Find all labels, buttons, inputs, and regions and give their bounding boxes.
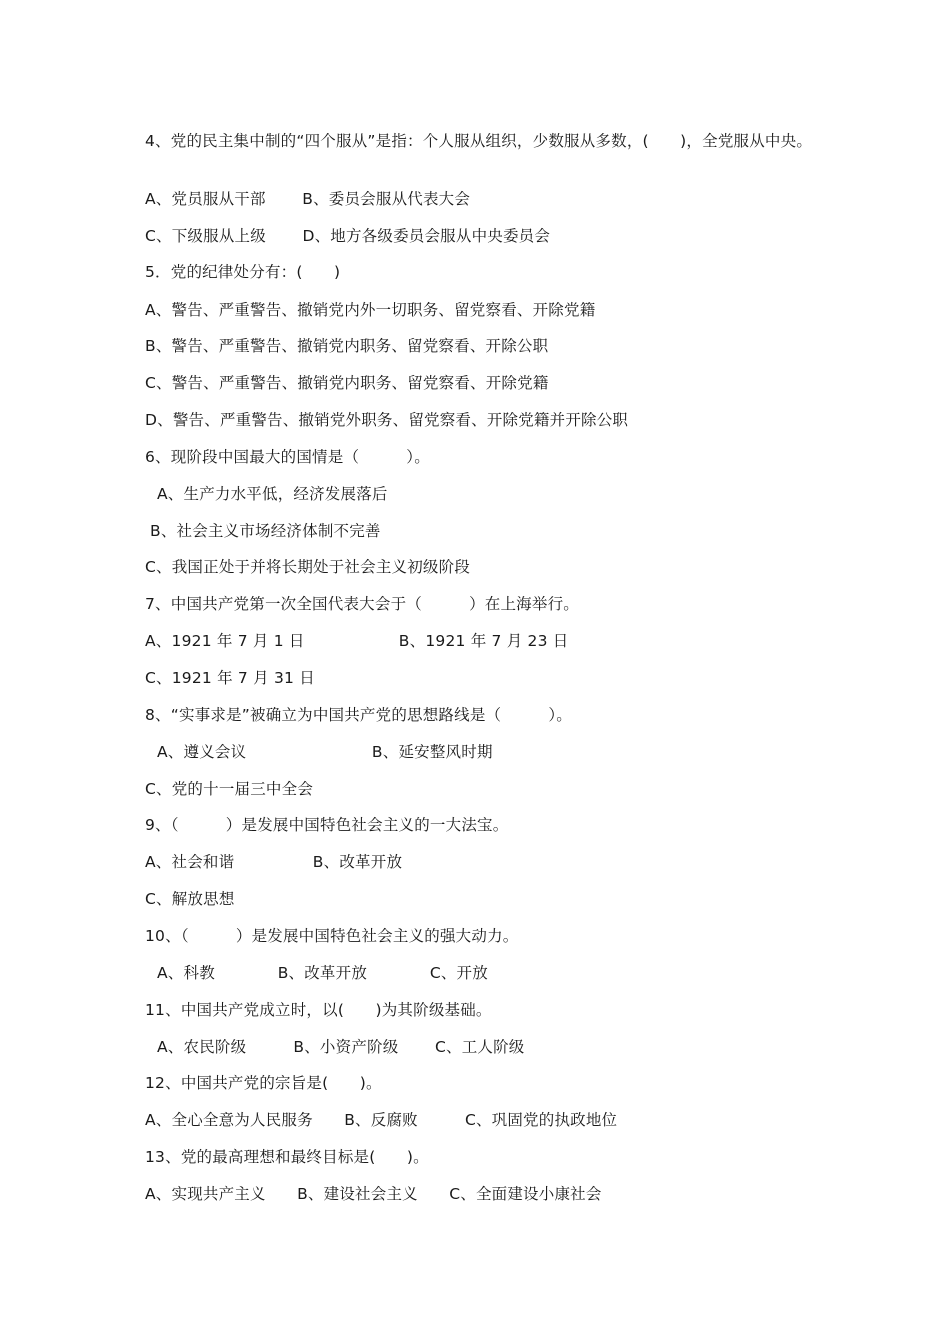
question-6: 6、现阶段中国最大的国情是（ ）。 <box>145 448 430 466</box>
option-line: C、党的十一届三中全会 <box>145 780 314 798</box>
option-line: C、警告、严重警告、撤销党内职务、留党察看、开除党籍 <box>145 374 549 392</box>
question-10: 10、（ ）是发展中国特色社会主义的强大动力。 <box>145 927 519 945</box>
option-line: A、实现共产主义 B、建设社会主义 C、全面建设小康社会 <box>145 1185 602 1203</box>
question-5: 5．党的纪律处分有：( ) <box>145 263 341 281</box>
option-line: B、警告、严重警告、撤销党内职务、留党察看、开除公职 <box>145 337 549 355</box>
option-line: A、遵义会议 B、延安整风时期 <box>157 743 493 761</box>
question-9: 9、（ ）是发展中国特色社会主义的一大法宝。 <box>145 816 509 834</box>
option-line: A、全心全意为人民服务 B、反腐败 C、巩固党的执政地位 <box>145 1111 618 1129</box>
option-line: C、解放思想 <box>145 890 235 908</box>
option-line: C、下级服从上级 D、地方各级委员会服从中央委员会 <box>145 227 551 245</box>
option-line: A、社会和谐 B、改革开放 <box>145 853 403 871</box>
question-11: 11、中国共产党成立时，以( )为其阶级基础。 <box>145 1001 492 1019</box>
option-line: B、社会主义市场经济体制不完善 <box>150 522 381 540</box>
option-line: C、我国正处于并将长期处于社会主义初级阶段 <box>145 558 471 576</box>
option-line: A、农民阶级 B、小资产阶级 C、工人阶级 <box>157 1038 525 1056</box>
option-line: A、科教 B、改革开放 C、开放 <box>157 964 488 982</box>
option-line: A、党员服从干部 B、委员会服从代表大会 <box>145 190 471 208</box>
option-line: D、警告、严重警告、撤销党外职务、留党察看、开除党籍并开除公职 <box>145 411 629 429</box>
question-7: 7、中国共产党第一次全国代表大会于（ ）在上海举行。 <box>145 595 579 613</box>
option-line: A、1921 年 7 月 1 日 B、1921 年 7 月 23 日 <box>145 632 569 650</box>
question-8: 8、“实事求是”被确立为中国共产党的思想路线是（ ）。 <box>145 706 572 724</box>
option-line: A、警告、严重警告、撤销党内外一切职务、留党察看、开除党籍 <box>145 301 596 319</box>
question-13: 13、党的最高理想和最终目标是( )。 <box>145 1148 429 1166</box>
option-line: C、1921 年 7 月 31 日 <box>145 669 315 687</box>
question-4: 4、党的民主集中制的“四个服从”是指：个人服从组织，少数服从多数，( )，全党服从中央。 <box>145 132 813 150</box>
question-12: 12、中国共产党的宗旨是( )。 <box>145 1074 382 1092</box>
option-line: A、生产力水平低，经济发展落后 <box>157 485 388 503</box>
